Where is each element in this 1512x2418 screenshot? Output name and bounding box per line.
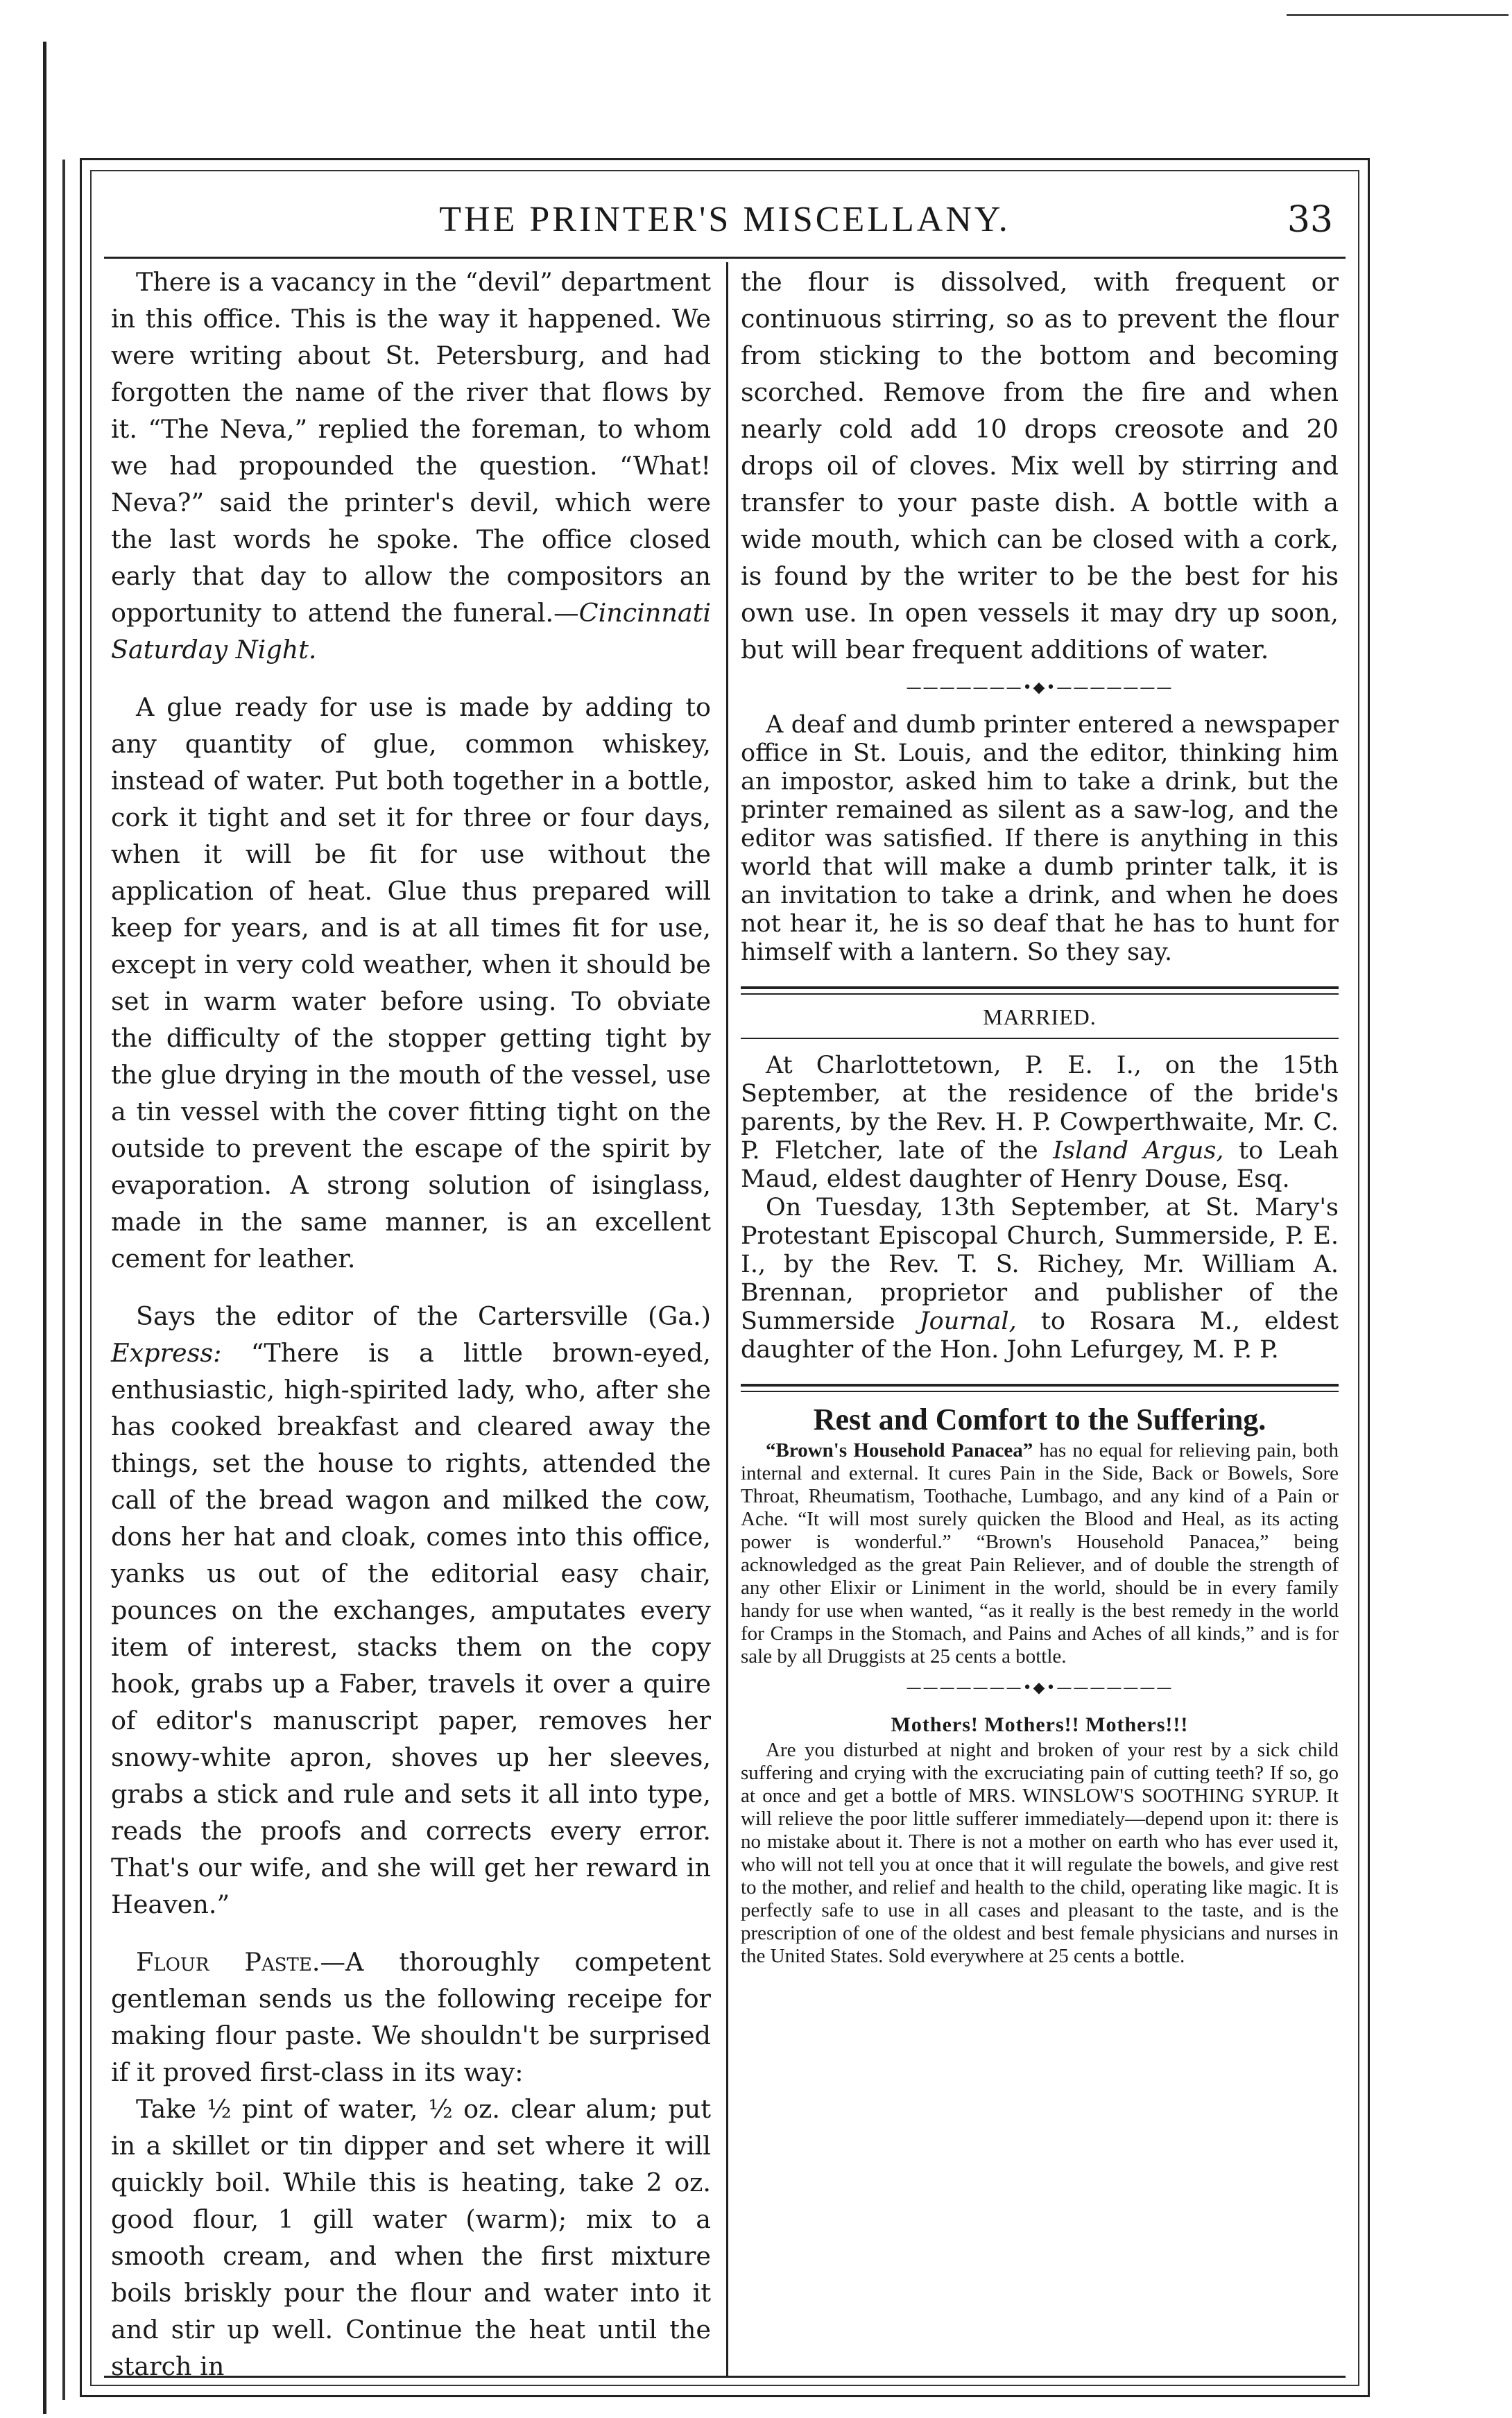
section-rule: [741, 1038, 1339, 1039]
ornament-divider: ———————•◆•———————: [906, 1679, 1174, 1697]
deaf-printer-article: A deaf and dumb printer entered a newspaper office in St. Louis, and the editor, thinking him an impostor, asked him to take a drink, but the printer remained as silent as a saw-log, and the editor was satisfied. If there is anything in this world that will make a dumb printer talk, it is an invitation to take a drink, and when he does not hear it, he is so deaf that he has to hunt for himself with a lantern. So they say.: [741, 711, 1339, 966]
newspaper-name: Express:: [111, 1338, 222, 1368]
margin-rule-inner: [62, 160, 65, 2400]
devil-story-source: Cincinnati Saturday Night.: [111, 598, 711, 664]
column-rule: [726, 262, 728, 2378]
marriage-notice: At Charlottetown, P. E. I., on the 15th September, at the residence of the bride's parents, by the Rev. H. P. Cowperthwaite, Mr. C. P. Fletcher, late of the Island Argus, to Leah Maud, eldest daughter of Henry Douse, Esq.: [741, 1052, 1339, 1193]
double-rule: [741, 986, 1339, 995]
newspaper-name: Journal,: [919, 1307, 1017, 1335]
flour-paste-continued: the flour is dissolved, with frequent or continuous stirring, so as to prevent the flour from sticking to the bottom and becoming scorched. Remove from the fire and when nearly cold add 10 drops creosote and 20 drops oil of cloves. Mix well by stirring and transfer to your paste dish. A bottle with a wide mouth, which can be closed with a cork, is found by the writer to be the best for his own use. In open vessels it may dry up soon, but will bear frequent additions of water.: [741, 267, 1339, 664]
marriage-notice: On Tuesday, 13th September, at St. Mary's Protestant Episcopal Church, Summerside, P. E. I., by the Rev. T. S. Richey, Mr. William A. Brennan, proprietor and publisher of the Summerside Journal, to Rosara M., eldest daughter of the Hon. John Lefurgey, M. P. P.: [741, 1194, 1339, 1364]
devil-story: There is a vacancy in the “devil” department in this office. This is the way it happened. We were writing about St. Petersburg, and had forgotten the name of the river that flows by it. “The Neva,” replied the foreman, to whom we had propounded the question. “What! Neva?” said the printer's devil, which were the last words he spoke. The office closed early that day to allow the compositors an opportunity to attend the funeral.—Cincinnati Saturday Night.: [111, 267, 711, 664]
running-head: THE PRINTER'S MISCELLANY.: [439, 200, 1011, 239]
flour-paste-title: Flour Paste.: [136, 1947, 320, 1977]
soothing-syrup-advertisement: Are you disturbed at night and broken of your rest by a sick child suffering and crying with the excruciating pain of cutting teeth? If so, go at once and get a bottle of MRS. WINSLOW'S SOOTHING SYRUP. It will relieve the poor little sufferer immediately—depend upon it: there is no mistake about it. There is not a mother on earth who has ever used it, who will not tell you at once that it will regulate the bowels, and give rest to the mother, and relief and health to the child, operating like magic. It is perfectly safe to use in all cases and pleasant to the taste, and is the prescription of one of the oldest and best female physicians and nurses in the United States. Sold everywhere at 25 cents a bottle.: [741, 1739, 1339, 1967]
double-rule: [741, 1384, 1339, 1392]
advertisement-heading: Rest and Comfort to the Suffering.: [813, 1403, 1266, 1437]
married-heading: MARRIED.: [983, 1004, 1097, 1029]
right-column: [741, 264, 1339, 1968]
product-name: “Brown's Household Panacea”: [766, 1439, 1033, 1461]
flour-paste-recipe: Take ½ pint of water, ½ oz. clear alum; put in a skillet or tin dipper and set where it will quickly boil. While this is heating, take 2 oz. good flour, 1 gill water (warm); mix to a smooth cream, and when the first mixture boils briskly pour the flour and water into it and stir up well. Continue the heat until the starch in: [111, 2094, 711, 2381]
flour-paste-intro: Flour Paste.—A thoroughly competent gentleman sends us the following receipe for making flour paste. We shouldn't be surprised if it proved first-class in its way:: [111, 1947, 711, 2087]
glue-article: A glue ready for use is made by adding to any quantity of glue, common whiskey, instead of water. Put both together in a bottle, cork it tight and set it for three or four days, when it will be fit for use without the application of heat. Glue thus prepared will keep for years, and is at all times fit for use, except in very cold weather, when it should be set in warm water before using. To obviate the difficulty of the stopper getting tight by the glue drying in the mouth of the vessel, use a tin vessel with the cover fitting tight on the outside to prevent the escape of the spirit by evaporation. A strong solution of isinglass, made in the same manner, is an excellent cement for leather.: [111, 692, 711, 1274]
header-rule: [104, 257, 1346, 259]
top-ruling-line: [1287, 14, 1509, 16]
newspaper-name: Island Argus,: [1053, 1137, 1224, 1165]
page-header: [104, 191, 1346, 246]
ornament-divider: ———————•◆•———————: [906, 679, 1174, 696]
advertisement-heading: Mothers! Mothers!! Mothers!!!: [891, 1713, 1189, 1736]
margin-rule: [43, 42, 46, 2414]
panacea-advertisement: “Brown's Household Panacea” has no equal for relieving pain, both internal and external. It cures Pain in the Side, Back or Bowels, Sore Throat, Rheumatism, Toothache, Lumbago, and any kind of a Pain or Ache. “It will most surely quicken the Blood and Heal, as its acting power is wonderful.” “Brown's Household Panacea,” being acknowledged as the great Pain Reliever, and of double the strength of any other Elixir or Liniment in the world, should be in every family handy for use when wanted, “as it really is the best remedy in the world for Cramps in the Stomach, and Pains and Aches of all kinds,” and is for sale by all Druggists at 25 cents a bottle.: [741, 1439, 1339, 1667]
page-number: 33: [1287, 199, 1333, 241]
left-column: [111, 264, 711, 2385]
editor-wife-article: Says the editor of the Cartersville (Ga.) Express: “There is a little brown-eyed, enthusiastic, high-spirited lady, who, after she has cooked breakfast and cleared away the things, set the house to rights, attended the call of the bread wagon and milked the cow, dons her hat and cloak, comes into this office, yanks us out of the editorial easy chair, pounces on the exchanges, amputates every item of interest, stacks them on the copy hook, grabs up a Faber, travels it over a quire of editor's manuscript paper, removes her snowy-white apron, shoves up her sleeves, grabs a stick and rule and sets it all into type, reads the proofs and corrects every error. That's our wife, and she will get her reward in Heaven.”: [111, 1301, 711, 1919]
